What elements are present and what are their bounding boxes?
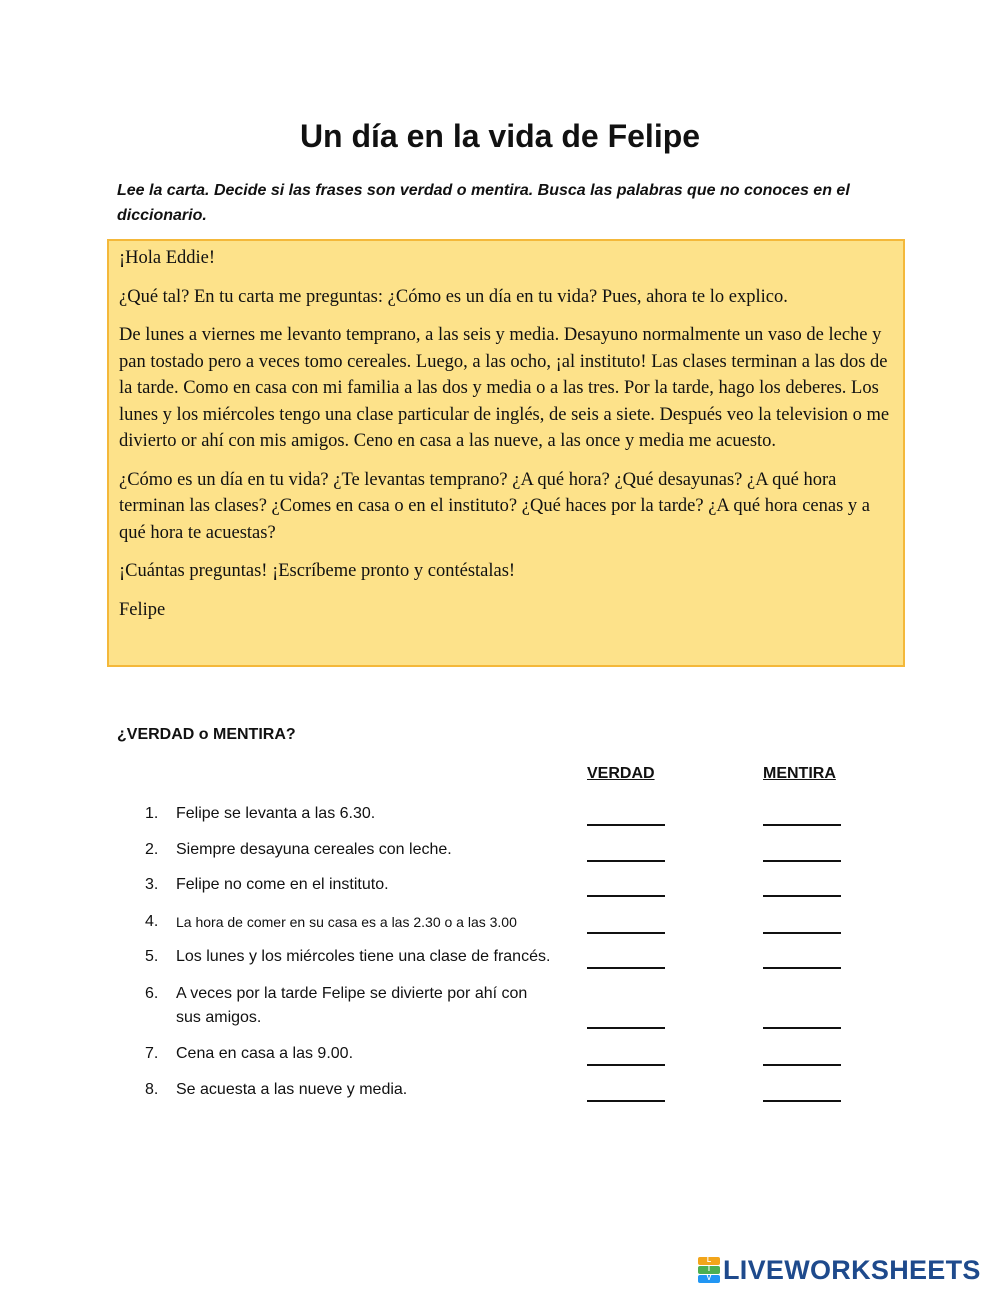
quiz-heading: ¿VERDAD o MENTIRA? [117, 726, 296, 743]
logo-text: LIVEWORKSHEETS [723, 1254, 981, 1285]
mentira-answer-blank[interactable] [763, 824, 841, 826]
logo-mark-letter: L [698, 1257, 720, 1265]
verdad-answer-blank[interactable] [587, 1100, 665, 1102]
letter-paragraph: De lunes a viernes me levanto temprano, a las seis y media. Desayuno normalmente un vaso de leche y pan tostado pero a veces tomo cereales. Luego, a las ocho, ¡al instituto! Las clases terminan a las dos de la tarde. Como en casa con mi familia a las dos y media o a las tres. Por la tarde, hago los deberes. Los lunes y los miércoles tengo una clase particular de inglés, de seis a siete. Después veo la television o me divierto or ahí con mis amigos. Ceno en casa a las nueve, a las once y media me acuesto. [119, 325, 890, 451]
mentira-answer-blank[interactable] [763, 932, 841, 934]
verdad-answer-blank[interactable] [587, 824, 665, 826]
letter-paragraph: ¿Cómo es un día en tu vida? ¿Te levantas temprano? ¿A qué hora? ¿Qué desayunas? ¿A qué hora terminan las clases? ¿Comes en casa o en el instituto? ¿Qué haces por la tarde? ¿A qué hora cenas y a qué hora te acuestas? [119, 469, 870, 543]
question-text: A veces por la tarde Felipe se divierte por ahí con sus amigos. [176, 985, 528, 1026]
question-number: 8. [145, 1081, 159, 1098]
question-number: 4. [145, 913, 159, 930]
liveworksheets-logo[interactable] [698, 1255, 981, 1285]
mentira-answer-blank[interactable] [763, 895, 841, 897]
question-text: Felipe se levanta a las 6.30. [176, 805, 376, 822]
mentira-column-header: MENTIRA [763, 765, 836, 782]
question-text: Los lunes y los miércoles tiene una clase de francés. [176, 948, 551, 965]
letter-greeting: ¡Hola Eddie! [119, 248, 216, 268]
question-text: Cena en casa a las 9.00. [176, 1045, 354, 1062]
mentira-answer-blank[interactable] [763, 1027, 841, 1029]
logo-mark-letter: V [698, 1275, 720, 1283]
verdad-answer-blank[interactable] [587, 1064, 665, 1066]
mentira-answer-blank[interactable] [763, 1064, 841, 1066]
question-text: La hora de comer en su casa es a las 2.30 o a las 3.00 [176, 914, 517, 930]
logo-mark-letter: I [698, 1266, 720, 1274]
letter-box [107, 239, 905, 667]
letter-paragraph: ¡Cuántas preguntas! ¡Escríbeme pronto y contéstalas! [119, 561, 516, 581]
logo-mark-icon [698, 1257, 720, 1283]
question-number: 2. [145, 841, 159, 858]
mentira-answer-blank[interactable] [763, 860, 841, 862]
verdad-answer-blank[interactable] [587, 1027, 665, 1029]
verdad-answer-blank[interactable] [587, 860, 665, 862]
question-number: 7. [145, 1045, 159, 1062]
question-number: 3. [145, 876, 159, 893]
verdad-answer-blank[interactable] [587, 895, 665, 897]
page-title: Un día en la vida de Felipe [299, 118, 701, 154]
question-number: 1. [145, 805, 159, 822]
letter-signature: Felipe [119, 599, 166, 620]
verdad-column-header: VERDAD [587, 765, 655, 782]
question-text: Felipe no come en el instituto. [176, 876, 389, 893]
question-text: Siempre desayuna cereales con leche. [176, 841, 452, 858]
verdad-answer-blank[interactable] [587, 967, 665, 969]
question-number: 5. [145, 948, 159, 965]
mentira-answer-blank[interactable] [763, 1100, 841, 1102]
mentira-answer-blank[interactable] [763, 967, 841, 969]
question-number: 6. [145, 985, 159, 1002]
letter-paragraph: ¿Qué tal? En tu carta me preguntas: ¿Cómo es un día en tu vida? Pues, ahora te lo explico. [119, 286, 788, 307]
question-text: Se acuesta a las nueve y media. [176, 1081, 408, 1098]
instructions: Lee la carta. Decide si las frases son verdad o mentira. Busca las palabras que no conoces en el diccionario. [117, 182, 850, 224]
verdad-answer-blank[interactable] [587, 932, 665, 934]
